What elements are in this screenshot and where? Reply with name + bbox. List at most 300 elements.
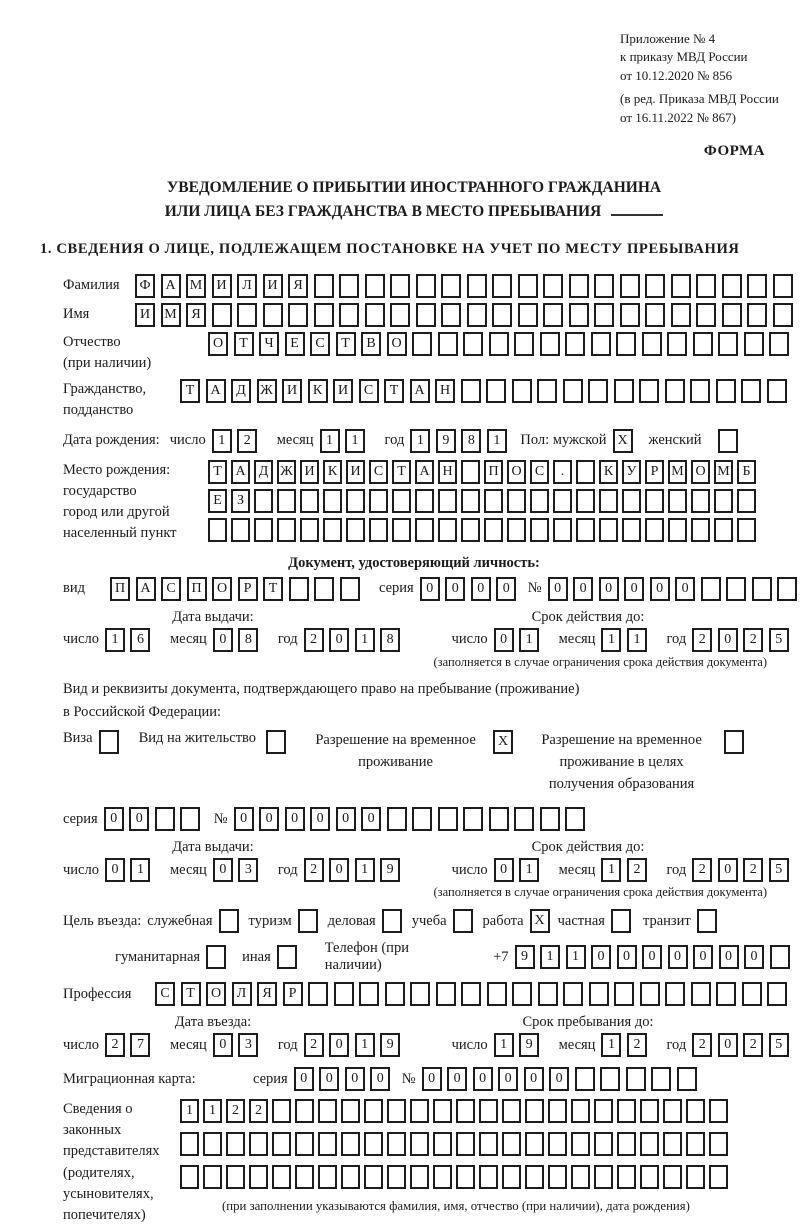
form-cell[interactable]: 0	[422, 1067, 442, 1091]
form-cell[interactable]: Т	[392, 460, 411, 484]
form-cell[interactable]: 0	[573, 577, 593, 601]
form-cell[interactable]: М	[186, 274, 206, 298]
purpose-transit-checkbox[interactable]	[697, 909, 717, 933]
form-cell[interactable]: А	[410, 379, 430, 403]
form-cell[interactable]	[640, 1165, 659, 1189]
form-cell[interactable]: А	[231, 460, 250, 484]
form-cell[interactable]: Л	[232, 982, 252, 1006]
purpose-study-checkbox[interactable]	[453, 909, 473, 933]
form-cell[interactable]	[489, 332, 509, 356]
form-cell[interactable]	[463, 332, 483, 356]
form-cell[interactable]: 9	[515, 945, 535, 969]
form-cell[interactable]	[288, 303, 308, 327]
form-cell[interactable]: О	[507, 460, 526, 484]
form-cell[interactable]	[737, 489, 756, 513]
form-cell[interactable]	[486, 379, 506, 403]
form-cell[interactable]: 2	[226, 1099, 245, 1123]
form-cell[interactable]	[616, 332, 636, 356]
form-cell[interactable]	[709, 1165, 728, 1189]
form-cell[interactable]	[318, 1165, 337, 1189]
form-cell[interactable]	[226, 1132, 245, 1156]
form-cell[interactable]: 1	[540, 945, 560, 969]
form-cell[interactable]	[392, 518, 411, 542]
form-cell[interactable]	[617, 1132, 636, 1156]
form-cell[interactable]	[365, 303, 385, 327]
form-cell[interactable]: 2	[105, 1033, 125, 1057]
form-cell[interactable]: 0	[213, 858, 233, 882]
form-cell[interactable]	[716, 379, 736, 403]
form-cell[interactable]: Д	[254, 460, 273, 484]
form-cell[interactable]	[461, 460, 480, 484]
form-cell[interactable]	[571, 1165, 590, 1189]
form-cell[interactable]: 2	[304, 628, 324, 652]
form-cell[interactable]	[300, 518, 319, 542]
form-cell[interactable]: 0	[719, 945, 739, 969]
form-cell[interactable]	[415, 489, 434, 513]
form-cell[interactable]	[463, 807, 483, 831]
form-cell[interactable]	[540, 807, 560, 831]
form-cell[interactable]	[387, 1099, 406, 1123]
form-cell[interactable]	[203, 1165, 222, 1189]
form-cell[interactable]	[645, 303, 665, 327]
form-cell[interactable]	[502, 1165, 521, 1189]
form-cell[interactable]: 1	[355, 858, 375, 882]
form-cell[interactable]: Р	[283, 982, 303, 1006]
form-cell[interactable]: Я	[257, 982, 277, 1006]
form-cell[interactable]: 1	[487, 429, 507, 453]
form-cell[interactable]	[254, 489, 273, 513]
form-cell[interactable]	[571, 1132, 590, 1156]
form-cell[interactable]	[390, 274, 410, 298]
form-cell[interactable]: 0	[498, 1067, 518, 1091]
form-cell[interactable]: 2	[304, 858, 324, 882]
form-cell[interactable]: О	[387, 332, 407, 356]
form-cell[interactable]: П	[110, 577, 130, 601]
form-cell[interactable]	[441, 274, 461, 298]
form-cell[interactable]: 1	[180, 1099, 199, 1123]
form-cell[interactable]: С	[369, 460, 388, 484]
form-cell[interactable]	[467, 303, 487, 327]
form-cell[interactable]: 0	[129, 807, 149, 831]
form-cell[interactable]: 0	[310, 807, 330, 831]
form-cell[interactable]	[640, 1132, 659, 1156]
form-cell[interactable]: 0	[718, 858, 738, 882]
form-cell[interactable]	[770, 945, 790, 969]
form-cell[interactable]	[639, 379, 659, 403]
form-cell[interactable]	[456, 1099, 475, 1123]
form-cell[interactable]	[620, 303, 640, 327]
form-cell[interactable]	[416, 274, 436, 298]
form-cell[interactable]	[538, 982, 558, 1006]
form-cell[interactable]	[180, 1132, 199, 1156]
form-cell[interactable]	[492, 303, 512, 327]
form-cell[interactable]	[665, 982, 685, 1006]
form-cell[interactable]	[548, 1132, 567, 1156]
form-cell[interactable]	[686, 1099, 705, 1123]
form-cell[interactable]	[744, 332, 764, 356]
form-cell[interactable]: 0	[494, 858, 514, 882]
form-cell[interactable]	[461, 489, 480, 513]
form-cell[interactable]: 1	[494, 1033, 514, 1057]
form-cell[interactable]	[507, 518, 526, 542]
purpose-humanitarian-checkbox[interactable]	[206, 945, 226, 969]
form-cell[interactable]	[752, 577, 772, 601]
form-cell[interactable]: С	[359, 379, 379, 403]
form-cell[interactable]: Т	[208, 460, 227, 484]
form-cell[interactable]	[773, 274, 793, 298]
form-cell[interactable]	[479, 1132, 498, 1156]
form-cell[interactable]: 0	[548, 577, 568, 601]
form-cell[interactable]: 1	[355, 1033, 375, 1057]
form-cell[interactable]	[617, 1099, 636, 1123]
form-cell[interactable]: А	[206, 379, 226, 403]
form-cell[interactable]	[314, 577, 334, 601]
form-cell[interactable]	[272, 1132, 291, 1156]
form-cell[interactable]	[722, 303, 742, 327]
form-cell[interactable]	[709, 1099, 728, 1123]
temp-residence-checkbox[interactable]: X	[493, 730, 513, 754]
form-cell[interactable]: 0	[345, 1067, 365, 1091]
form-cell[interactable]: О	[212, 577, 232, 601]
form-cell[interactable]: Т	[234, 332, 254, 356]
form-cell[interactable]: 0	[617, 945, 637, 969]
form-cell[interactable]	[492, 274, 512, 298]
form-cell[interactable]	[272, 1099, 291, 1123]
form-cell[interactable]	[686, 1165, 705, 1189]
form-cell[interactable]	[693, 332, 713, 356]
form-cell[interactable]	[341, 1165, 360, 1189]
form-cell[interactable]	[208, 518, 227, 542]
form-cell[interactable]	[295, 1099, 314, 1123]
form-cell[interactable]	[530, 518, 549, 542]
form-cell[interactable]	[663, 1165, 682, 1189]
form-cell[interactable]: 0	[285, 807, 305, 831]
form-cell[interactable]	[677, 1067, 697, 1091]
form-cell[interactable]	[537, 379, 557, 403]
form-cell[interactable]	[365, 274, 385, 298]
form-cell[interactable]: Д	[231, 379, 251, 403]
form-cell[interactable]	[410, 1132, 429, 1156]
form-cell[interactable]	[722, 274, 742, 298]
form-cell[interactable]	[594, 303, 614, 327]
purpose-private-checkbox[interactable]	[611, 909, 631, 933]
form-cell[interactable]	[369, 518, 388, 542]
form-cell[interactable]	[617, 1165, 636, 1189]
form-cell[interactable]	[387, 807, 407, 831]
form-cell[interactable]	[525, 1099, 544, 1123]
form-cell[interactable]: 0	[718, 1033, 738, 1057]
form-cell[interactable]: 2	[692, 628, 712, 652]
form-cell[interactable]	[387, 1165, 406, 1189]
form-cell[interactable]: 0	[105, 858, 125, 882]
form-cell[interactable]	[272, 1165, 291, 1189]
form-cell[interactable]: Б	[737, 460, 756, 484]
form-cell[interactable]	[640, 982, 660, 1006]
form-cell[interactable]	[671, 274, 691, 298]
form-cell[interactable]	[433, 1099, 452, 1123]
form-cell[interactable]	[433, 1165, 452, 1189]
form-cell[interactable]	[392, 489, 411, 513]
form-cell[interactable]: 0	[234, 807, 254, 831]
form-cell[interactable]: 0	[445, 577, 465, 601]
form-cell[interactable]: 0	[361, 807, 381, 831]
form-cell[interactable]: 8	[461, 429, 481, 453]
form-cell[interactable]	[323, 489, 342, 513]
form-cell[interactable]: 1	[203, 1099, 222, 1123]
visa-checkbox[interactable]	[99, 730, 119, 754]
form-cell[interactable]	[502, 1132, 521, 1156]
form-cell[interactable]: 1	[320, 429, 340, 453]
form-cell[interactable]: Р	[238, 577, 258, 601]
form-cell[interactable]	[663, 1099, 682, 1123]
form-cell[interactable]	[569, 303, 589, 327]
form-cell[interactable]	[645, 274, 665, 298]
form-cell[interactable]	[410, 1099, 429, 1123]
form-cell[interactable]	[553, 489, 572, 513]
form-cell[interactable]: 0	[259, 807, 279, 831]
form-cell[interactable]	[709, 1132, 728, 1156]
form-cell[interactable]	[438, 332, 458, 356]
form-cell[interactable]: 6	[130, 628, 150, 652]
form-cell[interactable]: .	[553, 460, 572, 484]
form-cell[interactable]: М	[668, 460, 687, 484]
form-cell[interactable]	[622, 489, 641, 513]
form-cell[interactable]	[277, 518, 296, 542]
form-cell[interactable]	[518, 303, 538, 327]
form-cell[interactable]: 1	[627, 628, 647, 652]
form-cell[interactable]	[614, 982, 634, 1006]
sex-male-checkbox[interactable]: X	[613, 429, 633, 453]
form-cell[interactable]: 1	[105, 628, 125, 652]
form-cell[interactable]: 0	[447, 1067, 467, 1091]
form-cell[interactable]	[747, 303, 767, 327]
form-cell[interactable]: И	[282, 379, 302, 403]
form-cell[interactable]	[645, 489, 664, 513]
form-cell[interactable]: 5	[769, 858, 789, 882]
form-cell[interactable]: 0	[213, 628, 233, 652]
form-cell[interactable]: И	[135, 303, 155, 327]
form-cell[interactable]	[716, 982, 736, 1006]
form-cell[interactable]	[410, 1165, 429, 1189]
form-cell[interactable]	[412, 332, 432, 356]
form-cell[interactable]	[314, 274, 334, 298]
form-cell[interactable]	[626, 1067, 646, 1091]
form-cell[interactable]	[254, 518, 273, 542]
form-cell[interactable]: 2	[304, 1033, 324, 1057]
form-cell[interactable]	[543, 274, 563, 298]
form-cell[interactable]	[346, 489, 365, 513]
form-cell[interactable]	[726, 577, 746, 601]
form-cell[interactable]: 0	[336, 807, 356, 831]
purpose-business-checkbox[interactable]	[382, 909, 402, 933]
form-cell[interactable]	[773, 303, 793, 327]
form-cell[interactable]: 1	[601, 628, 621, 652]
form-cell[interactable]: А	[415, 460, 434, 484]
form-cell[interactable]: 1	[130, 858, 150, 882]
form-cell[interactable]	[767, 379, 787, 403]
form-cell[interactable]: 2	[237, 429, 257, 453]
form-cell[interactable]: 2	[743, 858, 763, 882]
form-cell[interactable]	[518, 274, 538, 298]
form-cell[interactable]: П	[187, 577, 207, 601]
form-cell[interactable]	[575, 1067, 595, 1091]
form-cell[interactable]	[767, 982, 787, 1006]
form-cell[interactable]	[212, 303, 232, 327]
form-cell[interactable]: О	[206, 982, 226, 1006]
form-cell[interactable]	[461, 982, 481, 1006]
form-cell[interactable]	[514, 807, 534, 831]
form-cell[interactable]: С	[530, 460, 549, 484]
form-cell[interactable]: 0	[329, 1033, 349, 1057]
form-cell[interactable]: К	[599, 460, 618, 484]
form-cell[interactable]	[747, 274, 767, 298]
form-cell[interactable]	[277, 489, 296, 513]
form-cell[interactable]	[737, 518, 756, 542]
form-cell[interactable]	[512, 982, 532, 1006]
form-cell[interactable]	[696, 274, 716, 298]
form-cell[interactable]: Ф	[135, 274, 155, 298]
form-cell[interactable]: С	[155, 982, 175, 1006]
form-cell[interactable]	[456, 1132, 475, 1156]
form-cell[interactable]: З	[231, 489, 250, 513]
form-cell[interactable]	[543, 303, 563, 327]
form-cell[interactable]	[289, 577, 309, 601]
form-cell[interactable]	[467, 274, 487, 298]
form-cell[interactable]: Е	[208, 489, 227, 513]
form-cell[interactable]: 0	[744, 945, 764, 969]
form-cell[interactable]: Т	[263, 577, 283, 601]
form-cell[interactable]: 1	[601, 1033, 621, 1057]
form-cell[interactable]: 0	[642, 945, 662, 969]
form-cell[interactable]: 0	[496, 577, 516, 601]
form-cell[interactable]: Н	[438, 460, 457, 484]
form-cell[interactable]	[576, 489, 595, 513]
form-cell[interactable]	[620, 274, 640, 298]
form-cell[interactable]: И	[300, 460, 319, 484]
form-cell[interactable]: К	[323, 460, 342, 484]
form-cell[interactable]: Т	[336, 332, 356, 356]
form-cell[interactable]	[671, 303, 691, 327]
form-cell[interactable]: 9	[380, 858, 400, 882]
form-cell[interactable]: 0	[319, 1067, 339, 1091]
form-cell[interactable]	[714, 489, 733, 513]
sex-female-checkbox[interactable]	[718, 429, 738, 453]
purpose-work-checkbox[interactable]: X	[530, 909, 550, 933]
form-cell[interactable]	[484, 518, 503, 542]
form-cell[interactable]	[489, 807, 509, 831]
form-cell[interactable]	[589, 982, 609, 1006]
form-cell[interactable]: 1	[212, 429, 232, 453]
form-cell[interactable]: 2	[249, 1099, 268, 1123]
form-cell[interactable]: С	[161, 577, 181, 601]
form-cell[interactable]	[691, 518, 710, 542]
form-cell[interactable]: 0	[718, 628, 738, 652]
form-cell[interactable]	[249, 1165, 268, 1189]
form-cell[interactable]	[525, 1165, 544, 1189]
form-cell[interactable]	[591, 332, 611, 356]
form-cell[interactable]: 0	[624, 577, 644, 601]
form-cell[interactable]: Т	[384, 379, 404, 403]
form-cell[interactable]	[226, 1165, 245, 1189]
form-cell[interactable]: 0	[420, 577, 440, 601]
form-cell[interactable]	[553, 518, 572, 542]
form-cell[interactable]	[691, 489, 710, 513]
form-cell[interactable]	[594, 1165, 613, 1189]
form-cell[interactable]	[696, 303, 716, 327]
form-cell[interactable]	[576, 460, 595, 484]
form-cell[interactable]: 9	[519, 1033, 539, 1057]
form-cell[interactable]	[334, 982, 354, 1006]
form-cell[interactable]	[456, 1165, 475, 1189]
form-cell[interactable]	[346, 518, 365, 542]
form-cell[interactable]	[599, 489, 618, 513]
form-cell[interactable]	[231, 518, 250, 542]
form-cell[interactable]	[484, 489, 503, 513]
form-cell[interactable]	[525, 1132, 544, 1156]
form-cell[interactable]	[645, 518, 664, 542]
form-cell[interactable]	[359, 982, 379, 1006]
form-cell[interactable]: 0	[370, 1067, 390, 1091]
form-cell[interactable]: 1	[601, 858, 621, 882]
form-cell[interactable]	[369, 489, 388, 513]
form-cell[interactable]: 2	[627, 858, 647, 882]
form-cell[interactable]	[665, 379, 685, 403]
form-cell[interactable]: 1	[355, 628, 375, 652]
form-cell[interactable]: П	[484, 460, 503, 484]
form-cell[interactable]: 1	[566, 945, 586, 969]
form-cell[interactable]	[438, 518, 457, 542]
form-cell[interactable]	[412, 807, 432, 831]
form-cell[interactable]	[741, 379, 761, 403]
form-cell[interactable]: 0	[213, 1033, 233, 1057]
form-cell[interactable]	[599, 518, 618, 542]
form-cell[interactable]	[339, 274, 359, 298]
form-cell[interactable]	[569, 274, 589, 298]
form-cell[interactable]: Т	[180, 379, 200, 403]
form-cell[interactable]	[441, 303, 461, 327]
form-cell[interactable]	[295, 1165, 314, 1189]
form-cell[interactable]: 8	[380, 628, 400, 652]
form-cell[interactable]: 0	[473, 1067, 493, 1091]
form-cell[interactable]: 1	[410, 429, 430, 453]
form-cell[interactable]: 0	[599, 577, 619, 601]
form-cell[interactable]	[479, 1099, 498, 1123]
form-cell[interactable]	[339, 303, 359, 327]
form-cell[interactable]: 0	[471, 577, 491, 601]
form-cell[interactable]	[588, 379, 608, 403]
form-cell[interactable]: 2	[692, 858, 712, 882]
form-cell[interactable]	[249, 1132, 268, 1156]
form-cell[interactable]	[300, 489, 319, 513]
form-cell[interactable]	[385, 982, 405, 1006]
form-cell[interactable]: И	[346, 460, 365, 484]
form-cell[interactable]: Е	[285, 332, 305, 356]
form-cell[interactable]	[622, 518, 641, 542]
form-cell[interactable]	[686, 1132, 705, 1156]
form-cell[interactable]	[433, 1132, 452, 1156]
form-cell[interactable]: 0	[650, 577, 670, 601]
form-cell[interactable]: О	[208, 332, 228, 356]
form-cell[interactable]	[416, 303, 436, 327]
form-cell[interactable]	[507, 489, 526, 513]
form-cell[interactable]: И	[212, 274, 232, 298]
form-cell[interactable]	[565, 332, 585, 356]
form-cell[interactable]	[387, 1132, 406, 1156]
form-cell[interactable]: 0	[549, 1067, 569, 1091]
form-cell[interactable]	[390, 303, 410, 327]
form-cell[interactable]	[295, 1132, 314, 1156]
form-cell[interactable]: 2	[743, 628, 763, 652]
